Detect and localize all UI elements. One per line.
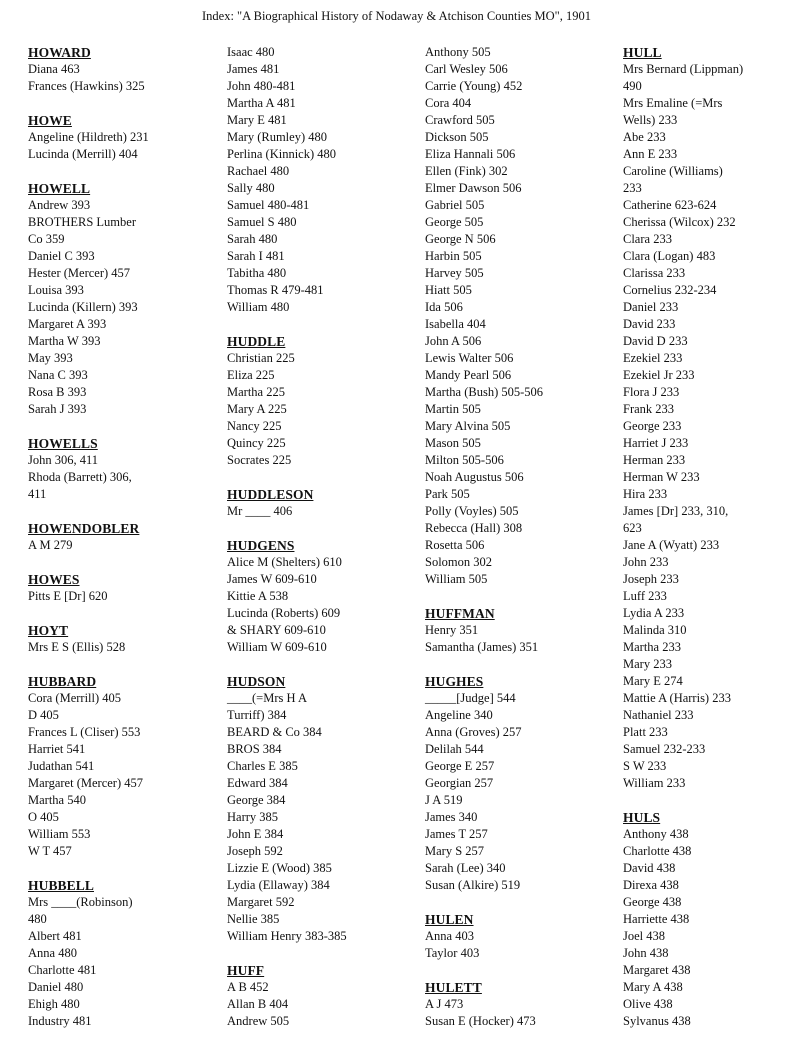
surname-group — [227, 673, 417, 945]
index-entry: Hira 233 — [623, 487, 668, 501]
index-entry: Ezekiel Jr 233 — [623, 368, 695, 382]
index-entry: Samuel 232-233 — [623, 742, 706, 756]
index-entry: Rebecca (Hall) 308 — [425, 521, 523, 535]
surname-heading: HUDGENS — [227, 538, 295, 553]
index-entry: Andrew 393 — [28, 198, 91, 212]
index-entry: Sarah 480 — [227, 232, 278, 246]
index-entry: Mary S 257 — [425, 844, 485, 858]
surname-group — [227, 333, 417, 469]
surname-group — [28, 435, 218, 503]
index-entry: Ann E 233 — [623, 147, 678, 161]
surname-group — [425, 605, 615, 656]
surname-group — [227, 44, 417, 316]
index-entry: Charles E 385 — [227, 759, 298, 773]
index-entry: A B 452 — [227, 980, 269, 994]
index-entry: Anthony 505 — [425, 45, 491, 59]
index-entry: O 405 — [28, 810, 59, 824]
index-entry: Mrs Bernard (Lippman) — [623, 62, 744, 76]
index-entry: Mary 233 — [623, 657, 672, 671]
surname-group — [28, 520, 218, 554]
index-entry: Catherine 623-624 — [623, 198, 717, 212]
index-entry: Harvey 505 — [425, 266, 484, 280]
index-entry: Hester (Mercer) 457 — [28, 266, 131, 280]
index-entry: Polly (Voyles) 505 — [425, 504, 519, 518]
index-entry: Charlotte 481 — [28, 963, 97, 977]
index-entry: Nellie 385 — [227, 912, 280, 926]
surname-heading: HUDSON — [227, 674, 286, 689]
index-entry: S W 233 — [623, 759, 667, 773]
index-entry: Clara (Logan) 483 — [623, 249, 716, 263]
index-entry: Kittie A 538 — [227, 589, 289, 603]
surname-heading: HULETT — [425, 980, 482, 995]
index-entry: Martha A 481 — [227, 96, 296, 110]
index-entry: Mrs ____(Robinson) — [28, 895, 133, 909]
index-entry: BROS 384 — [227, 742, 282, 756]
index-entry: Alice M (Shelters) 610 — [227, 555, 342, 569]
index-entry: Andrew 505 — [227, 1014, 290, 1028]
index-entry: Hiatt 505 — [425, 283, 472, 297]
index-entry: Co 359 — [28, 232, 65, 246]
index-entry: Angeline 340 — [425, 708, 493, 722]
index-entry: Taylor 403 — [425, 946, 480, 960]
index-entry: Mrs E S (Ellis) 528 — [28, 640, 126, 654]
surname-group — [425, 979, 615, 1030]
index-entry: William 505 — [425, 572, 488, 586]
index-entry: Tabitha 480 — [227, 266, 287, 280]
index-entry: Harriette 438 — [623, 912, 690, 926]
index-entry: Milton 505-506 — [425, 453, 504, 467]
surname-heading: HUDDLESON — [227, 487, 314, 502]
index-entry: John 480-481 — [227, 79, 296, 93]
column-4 — [623, 44, 788, 1047]
index-entry: Ehigh 480 — [28, 997, 80, 1011]
index-entry: Sarah I 481 — [227, 249, 285, 263]
index-entry: Nathaniel 233 — [623, 708, 694, 722]
index-entry: James T 257 — [425, 827, 488, 841]
index-entry: Eliza Hannali 506 — [425, 147, 516, 161]
surname-heading: HOWARD — [28, 45, 91, 60]
index-entry: Diana 463 — [28, 62, 80, 76]
index-entry: Caroline (Williams) — [623, 164, 723, 178]
index-entry: Solomon 302 — [425, 555, 493, 569]
index-entry: Quincy 225 — [227, 436, 286, 450]
index-entry: James 340 — [425, 810, 478, 824]
surname-heading: HOYT — [28, 623, 69, 638]
surname-group — [28, 571, 218, 605]
index-entry: Herman 233 — [623, 453, 686, 467]
index-entry: Margaret 592 — [227, 895, 295, 909]
index-entry: Allan B 404 — [227, 997, 289, 1011]
index-entry: Cora 404 — [425, 96, 472, 110]
index-entry: Margaret (Mercer) 457 — [28, 776, 143, 790]
index-entry: Harbin 505 — [425, 249, 482, 263]
index-entry: Lizzie E (Wood) 385 — [227, 861, 332, 875]
surname-heading: HUGHES — [425, 674, 484, 689]
index-entry: Joel 438 — [623, 929, 666, 943]
index-entry: George 438 — [623, 895, 682, 909]
index-entry: Martha (Bush) 505-506 — [425, 385, 544, 399]
index-entry: Mattie A (Harris) 233 — [623, 691, 731, 705]
index-entry: 490 — [623, 79, 642, 93]
index-entry: Platt 233 — [623, 725, 668, 739]
index-entry: Samantha (James) 351 — [425, 640, 539, 654]
index-entry: Wells) 233 — [623, 113, 678, 127]
index-entry: Park 505 — [425, 487, 470, 501]
surname-group — [227, 537, 417, 656]
index-entry: Mary E 481 — [227, 113, 287, 127]
index-entry: David D 233 — [623, 334, 688, 348]
index-entry: 411 — [28, 487, 47, 501]
surname-group — [227, 962, 417, 1030]
index-entry: Daniel 480 — [28, 980, 84, 994]
column-1 — [28, 44, 218, 1047]
surname-heading: HOWELL — [28, 181, 91, 196]
index-entry: Lewis Walter 506 — [425, 351, 514, 365]
index-entry: Mandy Pearl 506 — [425, 368, 512, 382]
surname-group — [28, 877, 218, 1030]
index-entry: Samuel 480-481 — [227, 198, 310, 212]
index-entry: Rosa B 393 — [28, 385, 87, 399]
index-entry: Judathan 541 — [28, 759, 95, 773]
index-entry: George 384 — [227, 793, 286, 807]
index-entry: BROTHERS Lumber — [28, 215, 136, 229]
index-entry: W T 457 — [28, 844, 72, 858]
index-entry: Mary E 274 — [623, 674, 683, 688]
index-entry: John 306, 411 — [28, 453, 99, 467]
index-entry: Isaac 480 — [227, 45, 275, 59]
surname-heading: HOWELLS — [28, 436, 98, 451]
index-entry: Malinda 310 — [623, 623, 687, 637]
surname-group — [28, 622, 218, 656]
index-entry: Luff 233 — [623, 589, 667, 603]
index-entry: Lydia (Ellaway) 384 — [227, 878, 330, 892]
index-entry: William 553 — [28, 827, 91, 841]
surname-heading: HULL — [623, 45, 662, 60]
index-entry: Frances L (Cliser) 553 — [28, 725, 141, 739]
index-entry: John A 506 — [425, 334, 482, 348]
index-entry: Elmer Dawson 506 — [425, 181, 522, 195]
index-entry: _____[Judge] 544 — [425, 691, 516, 705]
index-entry: A M 279 — [28, 538, 73, 552]
index-entry: Louisa 393 — [28, 283, 84, 297]
index-entry: Sylvanus 438 — [623, 1014, 691, 1028]
index-entry: Carrie (Young) 452 — [425, 79, 523, 93]
index-entry: Martha 225 — [227, 385, 285, 399]
index-entry: Mason 505 — [425, 436, 481, 450]
surname-heading: HOWE — [28, 113, 72, 128]
index-entry: George N 506 — [425, 232, 496, 246]
index-entry: Noah Augustus 506 — [425, 470, 524, 484]
column-3 — [425, 44, 615, 1047]
index-entry: George E 257 — [425, 759, 495, 773]
index-entry: Ezekiel 233 — [623, 351, 683, 365]
index-entry: D 405 — [28, 708, 59, 722]
index-entry: Joseph 233 — [623, 572, 679, 586]
index-entry: Martha 540 — [28, 793, 86, 807]
index-entry: John 438 — [623, 946, 669, 960]
index-entry: Carl Wesley 506 — [425, 62, 508, 76]
index-entry: Anthony 438 — [623, 827, 689, 841]
index-entry: Martha 233 — [623, 640, 681, 654]
surname-group — [28, 44, 218, 95]
index-entry: Perlina (Kinnick) 480 — [227, 147, 337, 161]
surname-heading: HUBBARD — [28, 674, 97, 689]
index-entry: Ida 506 — [425, 300, 463, 314]
index-entry: Rhoda (Barrett) 306, — [28, 470, 132, 484]
index-entry: Pitts E [Dr] 620 — [28, 589, 108, 603]
index-entry: Henry 351 — [425, 623, 479, 637]
index-entry: Christian 225 — [227, 351, 295, 365]
index-entry: Harriet 541 — [28, 742, 86, 756]
index-entry: Ellen (Fink) 302 — [425, 164, 508, 178]
index-entry: Sally 480 — [227, 181, 275, 195]
index-entry: Mrs Emaline (=Mrs — [623, 96, 723, 110]
index-entry: Direxa 438 — [623, 878, 679, 892]
index-entry: Mary Alvina 505 — [425, 419, 511, 433]
index-entry: Rachael 480 — [227, 164, 290, 178]
surname-heading: HUBBELL — [28, 878, 94, 893]
index-entry: Jane A (Wyatt) 233 — [623, 538, 720, 552]
index-entry: Lydia A 233 — [623, 606, 685, 620]
surname-group — [425, 44, 615, 588]
index-entry: Industry 481 — [28, 1014, 92, 1028]
index-entry: William Henry 383-385 — [227, 929, 347, 943]
index-entry: William 233 — [623, 776, 686, 790]
index-entry: Crawford 505 — [425, 113, 495, 127]
index-entry: Lucinda (Merrill) 404 — [28, 147, 138, 161]
index-entry: Clara 233 — [623, 232, 672, 246]
index-entry: James [Dr] 233, 310, — [623, 504, 729, 518]
page-title: Index: "A Biographical History of Nodaway & Atchison Counties MO", 1901 — [202, 9, 591, 23]
index-entry: Harriet J 233 — [623, 436, 689, 450]
index-entry: Anna 480 — [28, 946, 77, 960]
index-entry: Lucinda (Roberts) 609 — [227, 606, 341, 620]
index-entry: Susan (Alkire) 519 — [425, 878, 521, 892]
index-entry: Samuel S 480 — [227, 215, 297, 229]
index-entry: Cora (Merrill) 405 — [28, 691, 122, 705]
index-entry: Thomas R 479-481 — [227, 283, 324, 297]
index-entry: Anna 403 — [425, 929, 474, 943]
index-entry: Flora J 233 — [623, 385, 680, 399]
index-entry: Socrates 225 — [227, 453, 292, 467]
surname-heading: HULEN — [425, 912, 474, 927]
index-entry: Lucinda (Killern) 393 — [28, 300, 138, 314]
index-entry: A J 473 — [425, 997, 464, 1011]
surname-heading: HOWES — [28, 572, 80, 587]
index-entry: Abe 233 — [623, 130, 666, 144]
surname-heading: HUFFMAN — [425, 606, 495, 621]
index-entry: Delilah 544 — [425, 742, 484, 756]
index-entry: Mary A 438 — [623, 980, 683, 994]
index-entry: J A 519 — [425, 793, 463, 807]
index-entry: Turriff) 384 — [227, 708, 287, 722]
index-entry: Margaret 438 — [623, 963, 691, 977]
index-entry: Frances (Hawkins) 325 — [28, 79, 145, 93]
index-entry: Harry 385 — [227, 810, 279, 824]
surname-group — [425, 673, 615, 894]
index-entry: Georgian 257 — [425, 776, 494, 790]
surname-group — [28, 112, 218, 163]
index-entry: Eliza 225 — [227, 368, 275, 382]
index-entry: 233 — [623, 181, 642, 195]
index-entry: Cornelius 232-234 — [623, 283, 717, 297]
index-entry: Martin 505 — [425, 402, 481, 416]
index-entry: David 233 — [623, 317, 676, 331]
index-entry: Olive 438 — [623, 997, 673, 1011]
index-entry: Frank 233 — [623, 402, 675, 416]
index-entry: Margaret A 393 — [28, 317, 107, 331]
index-entry: James W 609-610 — [227, 572, 317, 586]
index-entry: John E 384 — [227, 827, 284, 841]
index-entry: Herman W 233 — [623, 470, 700, 484]
index-entry: 623 — [623, 521, 642, 535]
index-entry: Susan E (Hocker) 473 — [425, 1014, 536, 1028]
index-entry: Anna (Groves) 257 — [425, 725, 522, 739]
index-entry: Gabriel 505 — [425, 198, 485, 212]
surname-group — [623, 809, 788, 1030]
index-entry: William W 609-610 — [227, 640, 327, 654]
surname-heading: HULS — [623, 810, 661, 825]
index-entry: David 438 — [623, 861, 676, 875]
index-entry: George 233 — [623, 419, 682, 433]
surname-group — [425, 911, 615, 962]
index-entry: & SHARY 609-610 — [227, 623, 326, 637]
index-entry: Edward 384 — [227, 776, 288, 790]
index-entry: Mary (Rumley) 480 — [227, 130, 327, 144]
index-entry: Cherissa (Wilcox) 232 — [623, 215, 736, 229]
index-entry: May 393 — [28, 351, 73, 365]
surname-heading: HUFF — [227, 963, 265, 978]
surname-group — [623, 44, 788, 792]
index-entry: Angeline (Hildreth) 231 — [28, 130, 149, 144]
surname-group — [28, 180, 218, 418]
index-entry: Sarah (Lee) 340 — [425, 861, 506, 875]
index-entry: Mr ____ 406 — [227, 504, 293, 518]
index-entry: George 505 — [425, 215, 484, 229]
index-entry: Daniel 233 — [623, 300, 679, 314]
index-entry: Charlotte 438 — [623, 844, 692, 858]
index-entry: ____(=Mrs H A — [227, 691, 307, 705]
index-entry: Daniel C 393 — [28, 249, 95, 263]
index-entry: Nancy 225 — [227, 419, 282, 433]
surname-group — [28, 673, 218, 860]
index-entry: Albert 481 — [28, 929, 82, 943]
index-entry: Joseph 592 — [227, 844, 283, 858]
index-entry: Dickson 505 — [425, 130, 489, 144]
index-entry: William 480 — [227, 300, 290, 314]
index-entry: Martha W 393 — [28, 334, 101, 348]
index-entry: 480 — [28, 912, 47, 926]
index-entry: Sarah J 393 — [28, 402, 87, 416]
surname-heading: HOWENDOBLER — [28, 521, 140, 536]
index-entry: Isabella 404 — [425, 317, 486, 331]
index-entry: BEARD & Co 384 — [227, 725, 322, 739]
surname-heading: HUDDLE — [227, 334, 286, 349]
index-entry: Rosetta 506 — [425, 538, 485, 552]
index-entry: Mary A 225 — [227, 402, 287, 416]
surname-group — [227, 486, 417, 520]
index-entry: Nana C 393 — [28, 368, 88, 382]
column-2 — [227, 44, 417, 1047]
index-entry: James 481 — [227, 62, 280, 76]
index-entry: John 233 — [623, 555, 669, 569]
index-entry: Clarissa 233 — [623, 266, 686, 280]
